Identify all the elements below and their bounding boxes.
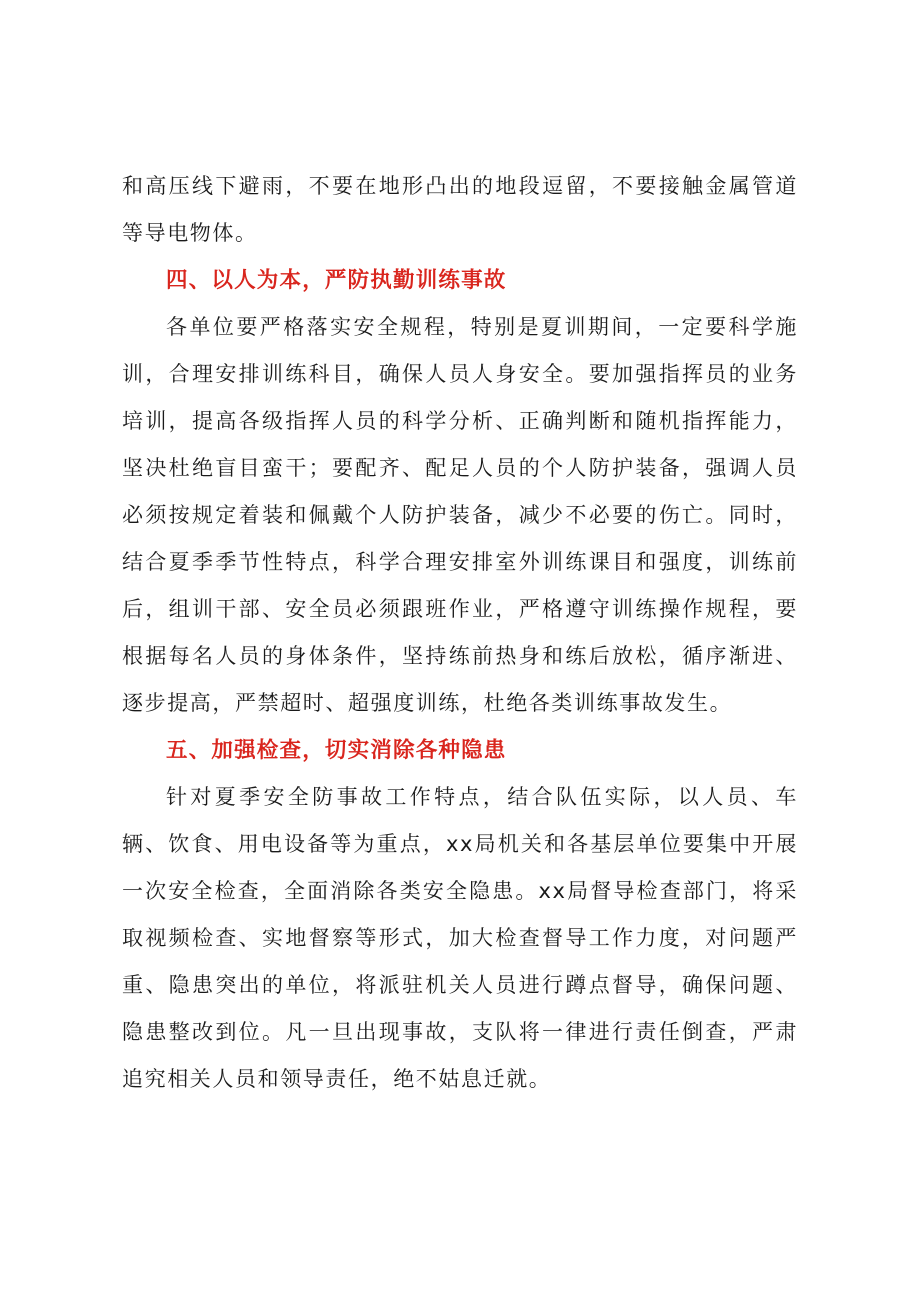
paragraph-section-4: 各单位要严格落实安全规程，特别是夏训期间，一定要科学施训，合理安排训练科目，确保人员人身安全。要加强指挥员的业务培训，提高各级指挥人员的科学分析、正确判断和随机指挥能力，坚决杜绝盲目蛮干；要配齐、配足人员的个人防护装备，强调人员必须按规定着装和佩戴个人防护装备，减少不必要的伤亡。同时，结合夏季季节性特点，科学合理安排室外训练课目和强度，训练前后，组训干部、安全员必须跟班作业，严格遵守训练操作规程，要根据每名人员的身体条件，坚持练前热身和练后放松，循序渐进、逐步提高，严禁超时、超强度训练，杜绝各类训练事故发生。 <box>122 315 798 715</box>
paragraph-continued: 和高压线下避雨，不要在地形凸出的地段逗留，不要接触金属管道等导电物体。 <box>122 174 798 245</box>
section-heading-5: 五、加强检查，切实消除各种隐患 <box>166 738 507 763</box>
document-body <box>122 163 798 1103</box>
paragraph-section-5: 针对夏季安全防事故工作特点，结合队伍实际，以人员、车辆、饮食、用电设备等为重点，xx局机关和各基层单位要集中开展一次安全检查，全面消除各类安全隐患。xx局督导检查部门，将采取视频检查、实地督察等形式，加大检查督导工作力度，对问题严重、隐患突出的单位，将派驻机关人员进行蹲点督导，确保问题、隐患整改到位。凡一旦出现事故，支队将一律进行责任倒查，严肃追究相关人员和领导责任，绝不姑息迁就。 <box>122 785 798 1091</box>
section-heading-4: 四、以人为本，严防执勤训练事故 <box>166 268 507 293</box>
